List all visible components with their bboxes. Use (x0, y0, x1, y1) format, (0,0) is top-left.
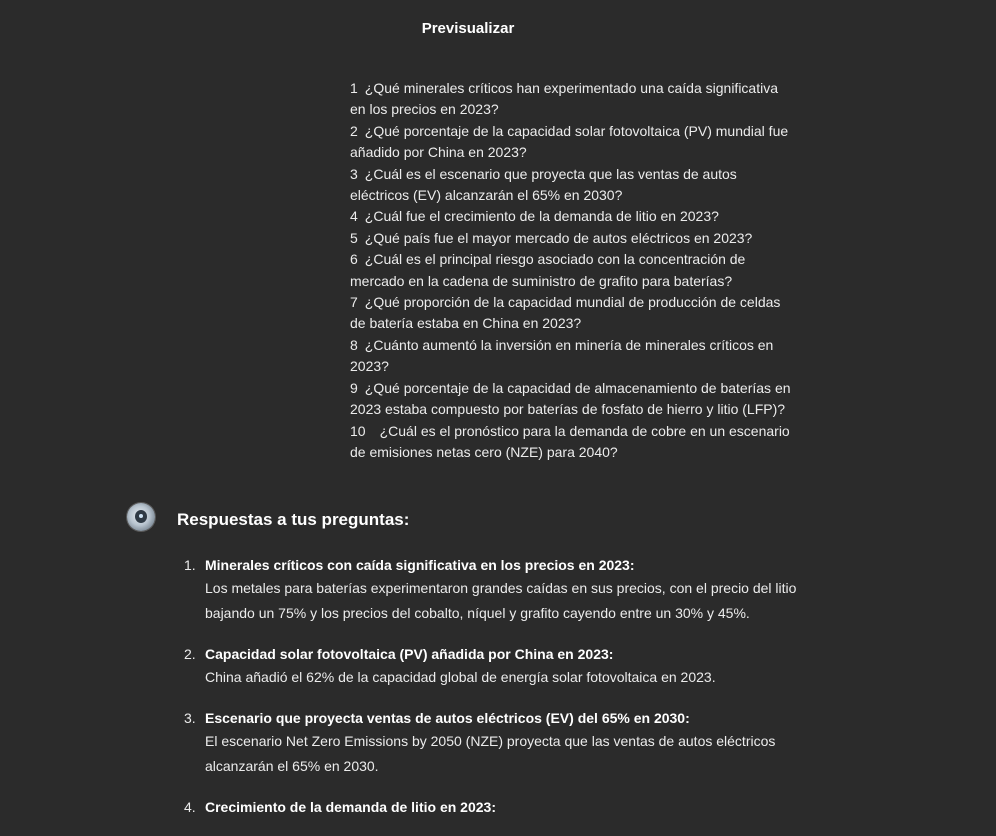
question-number: 7 (350, 294, 358, 311)
answer-item (0, 796, 996, 818)
question-text: mercado en la cadena de suministro de grafito para baterías? (350, 272, 733, 289)
question-text: ¿Qué proporción de la capacidad mundial de producción de celdas (364, 294, 781, 311)
avatar-eye (139, 514, 143, 518)
answer-title: Crecimiento de la demanda de litio en 2023: (205, 799, 496, 815)
answer-number: 4. (184, 799, 196, 815)
answers-heading: Respuestas a tus preguntas: (177, 510, 410, 529)
question-text: de emisiones netas cero (NZE) para 2040? (350, 443, 618, 460)
question-text: 2023? (350, 358, 389, 375)
question-number: 2 (350, 122, 358, 139)
question-number: 3 (350, 165, 358, 182)
question-item (350, 78, 798, 121)
preview-title: Previsualizar (421, 20, 515, 37)
question-number: 9 (350, 379, 358, 396)
answer-item (0, 554, 996, 626)
answer-title: Minerales críticos con caída significativa en los precios en 2023: (205, 557, 635, 573)
question-item (350, 228, 798, 249)
question-text: ¿Qué porcentaje de la capacidad de almacenamiento de baterías en (364, 379, 791, 396)
question-item (350, 121, 798, 164)
question-item (350, 206, 798, 227)
question-number: 5 (350, 229, 358, 246)
question-number: 1 (350, 80, 358, 96)
question-item (350, 292, 798, 335)
answer-body: China añadió el 62% de la capacidad global de energía solar fotovoltaica en 2023. (205, 669, 716, 685)
question-text: eléctricos (EV) alcanzarán el 65% en 2030? (350, 187, 623, 204)
question-number: 6 (350, 251, 358, 268)
answer-number: 3. (184, 710, 196, 726)
answer-number: 1. (184, 557, 196, 573)
question-item (350, 378, 798, 421)
question-item (350, 164, 798, 207)
question-text: ¿Cuál fue el crecimiento de la demanda de litio en 2023? (364, 208, 719, 225)
question-number: 8 (350, 336, 358, 353)
question-text: añadido por China en 2023? (350, 144, 527, 161)
question-text: ¿Cuál es el pronóstico para la demanda de cobre en un escenario (379, 422, 790, 439)
answer-title: Escenario que proyecta ventas de autos eléctricos (EV) del 65% en 2030: (205, 710, 690, 726)
question-item (350, 335, 798, 378)
answer-body: El escenario Net Zero Emissions by 2050 (NZE) proyecta que las ventas de autos eléctricos alcanzarán el 65% en 2030. (205, 733, 776, 774)
question-text: en los precios en 2023? (350, 101, 499, 118)
answer-list (0, 554, 996, 835)
question-number: 10 (350, 422, 366, 439)
answer-title: Capacidad solar fotovoltaica (PV) añadida por China en 2023: (205, 646, 614, 662)
question-text: ¿Qué país fue el mayor mercado de autos eléctricos en 2023? (364, 229, 753, 246)
question-item (350, 249, 798, 292)
question-list (350, 78, 798, 463)
question-number: 4 (350, 208, 358, 225)
assistant-avatar-icon (127, 503, 155, 531)
question-text: ¿Cuál es el principal riesgo asociado con la concentración de (364, 251, 746, 268)
question-text: ¿Qué minerales críticos han experimentado una caída significativa (364, 80, 779, 96)
question-text: ¿Cuál es el escenario que proyecta que las ventas de autos (364, 165, 737, 182)
answer-body: Los metales para baterías experimentaron grandes caídas en sus precios, con el precio del litio bajando un 75% y los precios del cobalto, níquel y grafito cayendo entre un 30% y 45%. (205, 580, 797, 621)
answer-item (0, 707, 996, 779)
question-text: de batería estaba en China en 2023? (350, 315, 582, 332)
answer-number: 2. (184, 646, 196, 662)
question-text: 2023 estaba compuesto por baterías de fosfato de hierro y litio (LFP)? (350, 401, 786, 418)
question-text: ¿Qué porcentaje de la capacidad solar fotovoltaica (PV) mundial fue (364, 122, 789, 139)
question-item (350, 421, 798, 464)
answer-item (0, 643, 996, 690)
question-text: ¿Cuánto aumentó la inversión en minería de minerales críticos en (364, 336, 774, 353)
